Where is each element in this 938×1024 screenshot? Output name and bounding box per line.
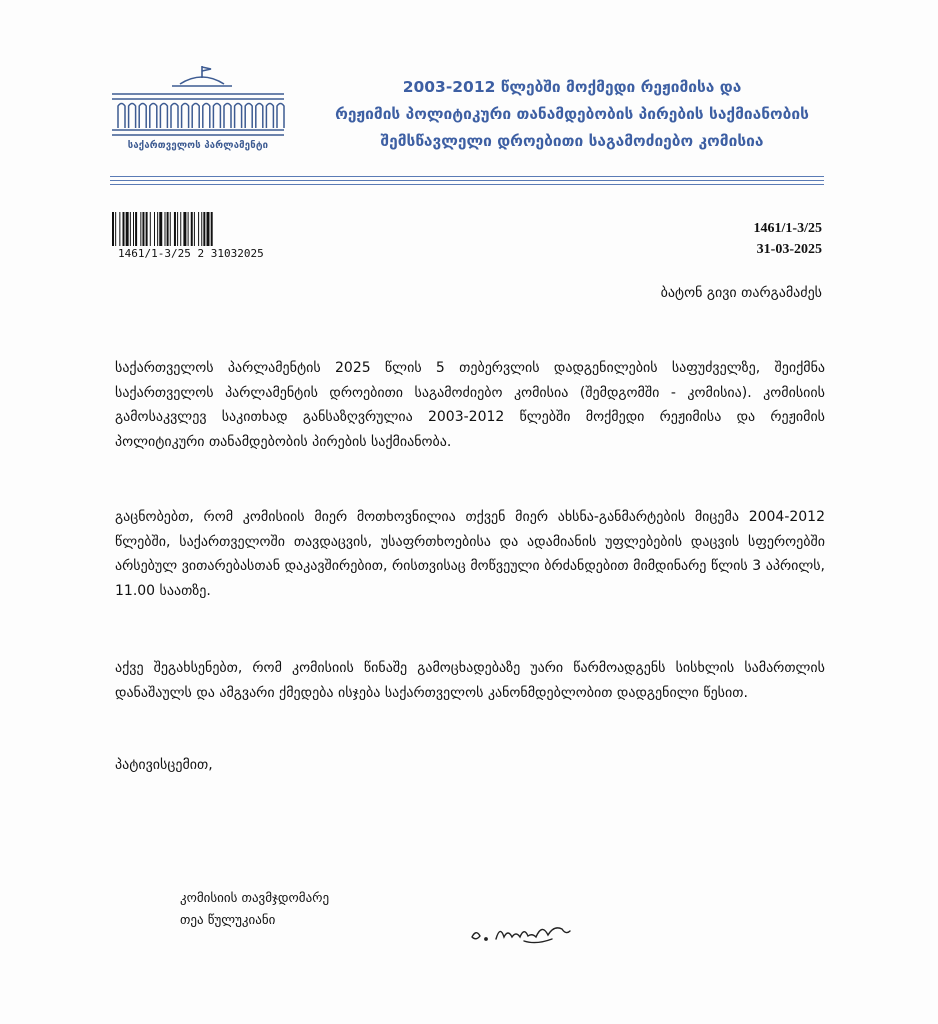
header-divider <box>110 180 824 181</box>
registration-number: 1461/1-3/25 <box>753 221 822 236</box>
title-line: 2003-2012 წლებში მოქმედი რეჟიმისა და <box>402 78 742 96</box>
commission-title <box>292 74 852 155</box>
title-line: რეჟიმის პოლიტიკური თანამდებობის პირების საქმიანობის <box>335 105 809 123</box>
body-paragraph: აქვე შეგახსენებთ, რომ კომისიის წინაშე გამოცხადებაზე უარი წარმოადგენს სისხლის სამართლის დანაშაულს და ამგვარი ქმედება ისჯება საქართველოს კანონმდებლობით დადგენილი წესით. <box>115 660 825 701</box>
body-paragraph: საქართველოს პარლამენტის 2025 წლის 5 თებერვლის დადგენილების საფუძველზე, შეიქმნა საქართველოს პარლამენტის დროებითი საგამოძიებო კომისია (შემდგომში - კომისია). კომისიის გამოსაკვლევ საკითხად განსაზღვრულია 2003-2012 წლებში მოქმედი რეჟიმისა და რეჟიმის პოლიტიკური თანამდებობის პირების საქმიანობა. <box>115 360 825 450</box>
handwritten-signature <box>466 915 586 951</box>
signatory-name: თეა წულუკიანი <box>180 913 276 928</box>
signatory-position: კომისიის თავმჯდომარე <box>180 891 330 906</box>
barcode <box>112 212 288 246</box>
parliament-logo <box>110 64 286 156</box>
barcode-text: 1461/1-3/25 2 31032025 <box>118 247 264 260</box>
header-divider <box>110 176 824 177</box>
title-line: შემსწავლელი დროებითი საგამოძიებო კომისია <box>380 132 764 150</box>
header-divider <box>110 184 824 185</box>
body-paragraph: გაცნობებთ, რომ კომისიის მიერ მოთხოვნილია თქვენ მიერ ახსნა-განმარტების მიცემა 2004-2012 წლებში, საქართველოში თავდაცვის, უსაფრთხოებისა და ადამიანის უფლებების დაცვის სფეროებში არსებულ ვითარებასთან დაკავშირებით, რისთვისაც მოწვეული ბრძანდებით მიმდინარე წლის 3 აპრილს, 11.00 საათზე. <box>115 509 825 599</box>
addressee: ბატონ გივი თარგამაძეს <box>660 285 822 301</box>
parliament-building-icon <box>110 64 286 138</box>
logo-caption: საქართველოს პარლამენტი <box>127 140 269 151</box>
registration-date: 31-03-2025 <box>756 242 822 257</box>
closing: პატივისცემით, <box>115 757 213 773</box>
signatory-block <box>180 888 329 932</box>
registration-block <box>754 218 822 260</box>
